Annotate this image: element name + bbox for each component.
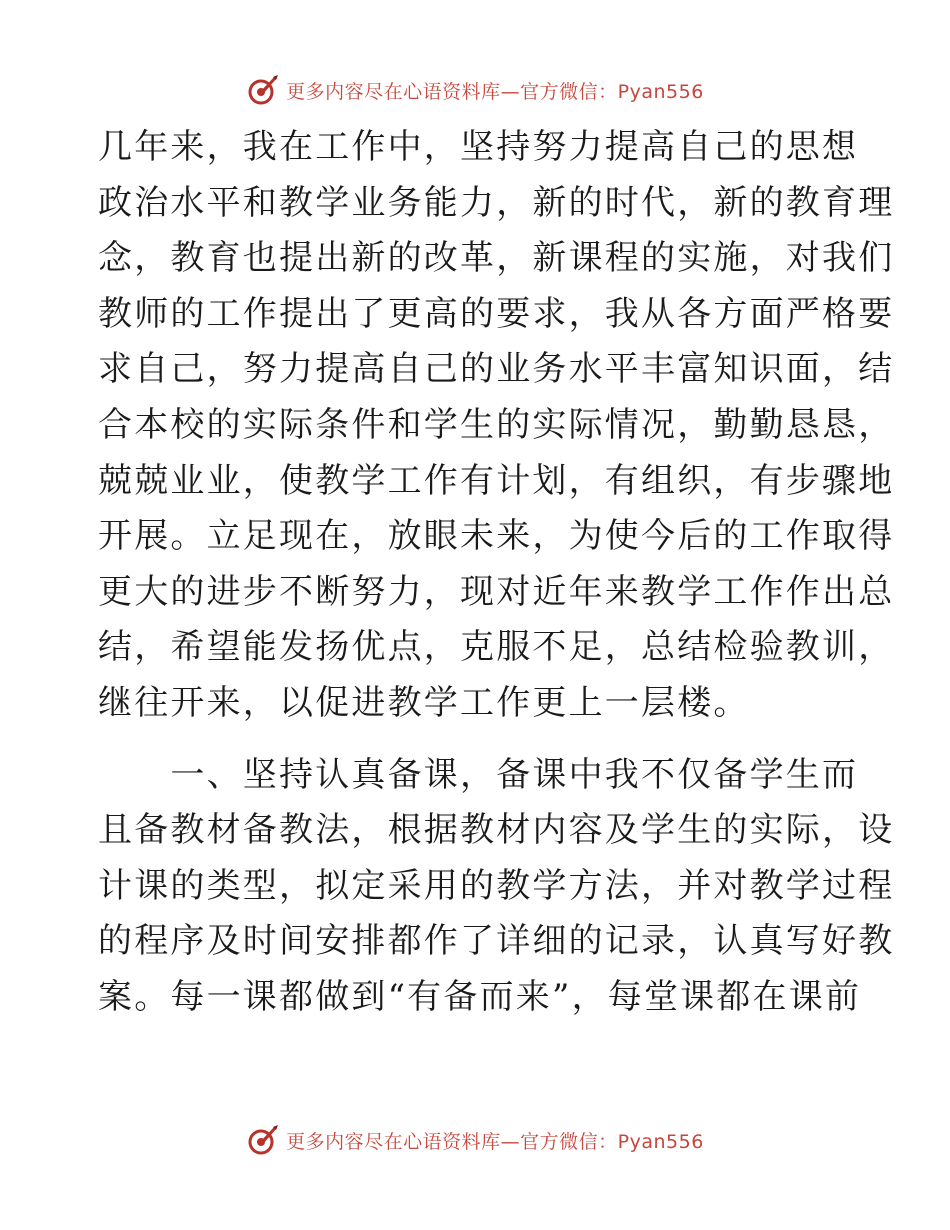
text-line: 继往开来，以促进教学工作更上一层楼。 <box>98 682 750 723</box>
text-line: 一、坚持认真备课，备课中我不仅备学生而 <box>98 754 859 795</box>
text-line: 且备教材备教法，根据教材内容及学生的实际，设 <box>98 810 895 851</box>
text-line: 合本校的实际条件和学生的实际情况，勤勤恳恳， <box>98 404 895 445</box>
text-line: 开展。立足现在，放眼未来，为使今后的工作取得 <box>98 516 895 557</box>
text-line: 案。每一课都做到“有备而来”，每堂课都在课前 <box>98 976 862 1017</box>
paragraph-intro <box>98 120 895 732</box>
text-line: 教师的工作提出了更高的要求，我从各方面严格要 <box>98 293 895 334</box>
paragraph-section-one <box>98 748 895 1026</box>
header-banner <box>0 70 950 110</box>
text-line: 几年来，我在工作中，坚持努力提高自己的思想 <box>98 127 859 167</box>
text-line: 念，教育也提出新的改革，新课程的实施，对我们 <box>98 238 895 279</box>
text-line: 政治水平和教学业务能力，新的时代，新的教育理 <box>98 182 895 223</box>
banner-text: 更多内容尽在心语资料库—官方微信：Pyan556 <box>286 1130 704 1153</box>
banner-text: 更多内容尽在心语资料库—官方微信：Pyan556 <box>286 80 704 103</box>
text-line: 兢兢业业，使教学工作有计划，有组织，有步骤地 <box>98 460 895 501</box>
text-line: 更大的进步不断努力，现对近年来教学工作作出总 <box>98 571 895 612</box>
footer-banner <box>0 1120 950 1160</box>
text-line: 结，希望能发扬优点，克服不足，总结检验教训， <box>98 627 895 668</box>
paragraph-gap <box>98 732 858 748</box>
text-line: 计课的类型，拟定采用的教学方法，并对教学过程 <box>98 865 895 906</box>
text-line: 的程序及时间安排都作了详细的记录，认真写好教 <box>98 921 895 962</box>
document-body <box>98 120 895 1026</box>
quill-logo-icon <box>246 1123 280 1157</box>
text-line: 求自己，努力提高自己的业务水平丰富知识面，结 <box>98 349 895 390</box>
quill-logo-icon <box>246 73 280 107</box>
